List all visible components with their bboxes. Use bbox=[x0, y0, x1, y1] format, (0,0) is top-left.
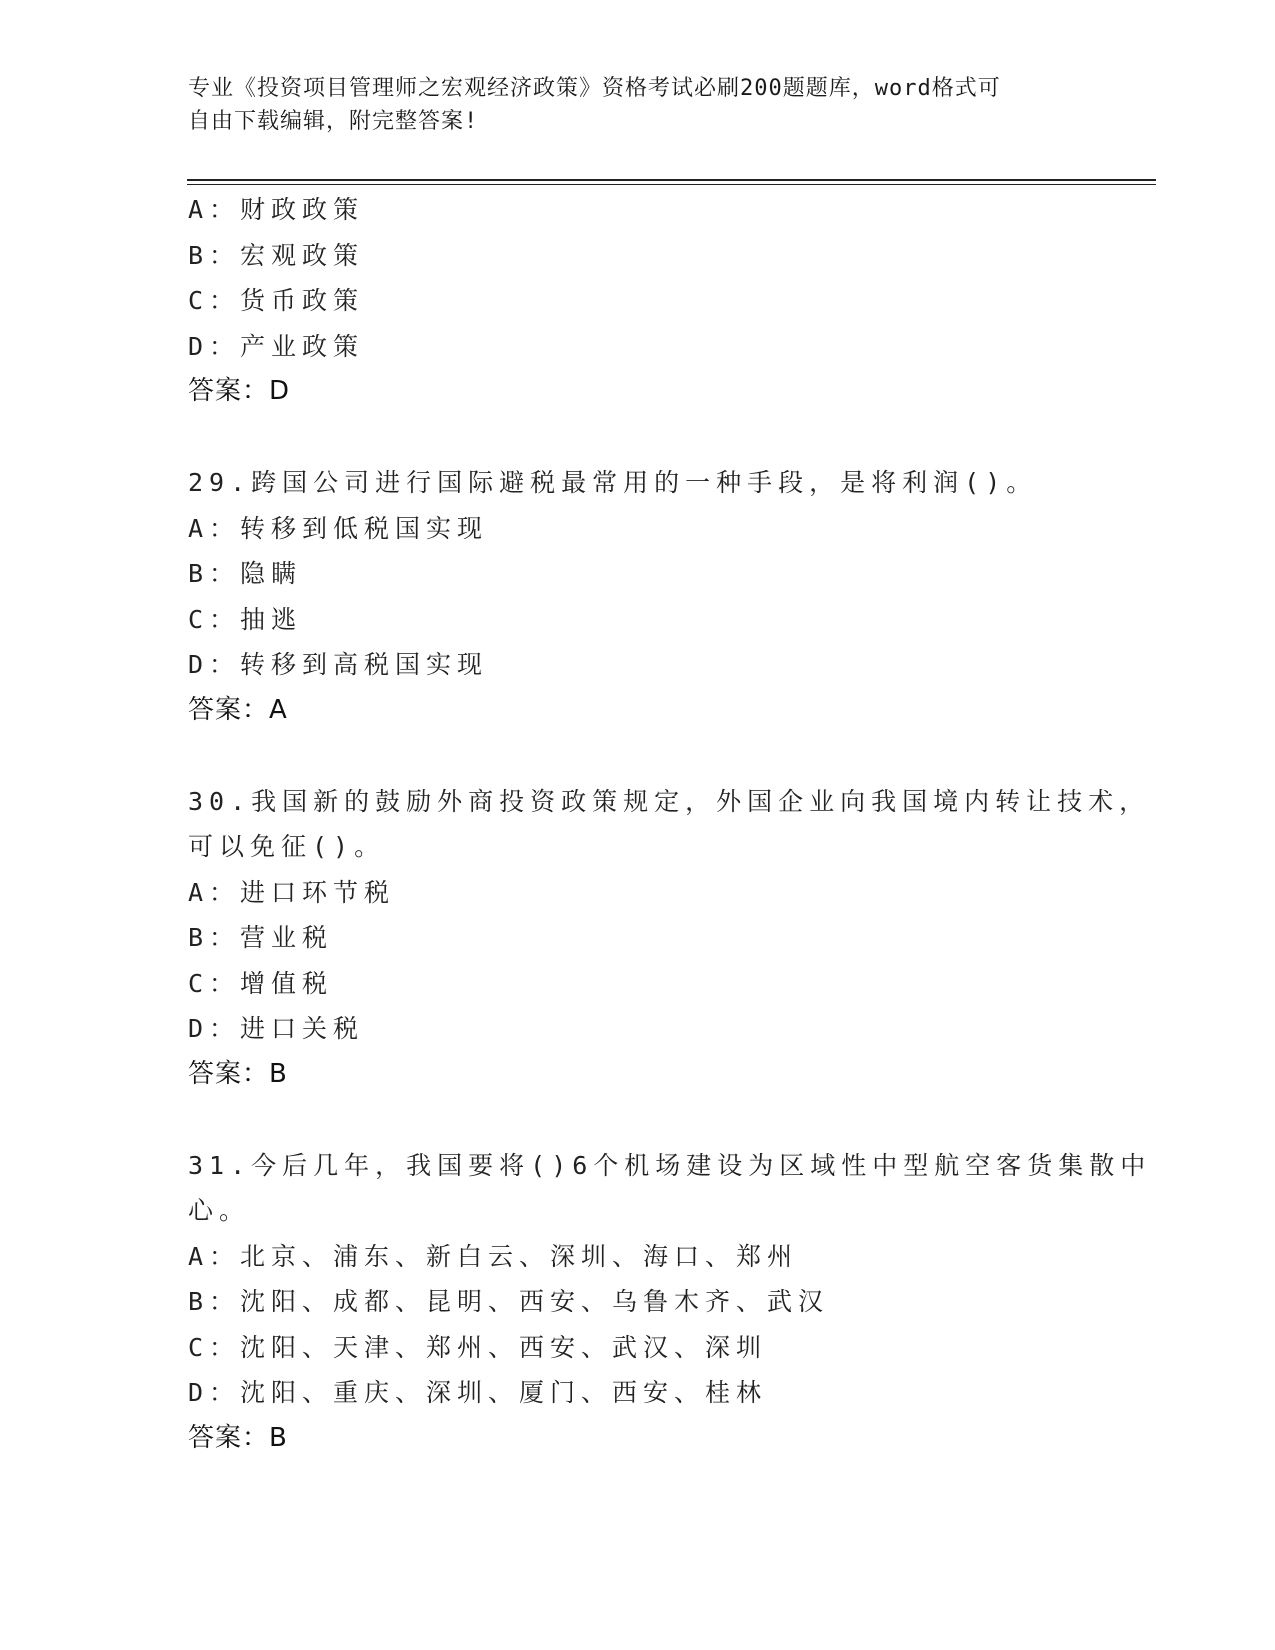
option-b: B：宏观政策 bbox=[188, 240, 365, 270]
question-block-30 bbox=[188, 779, 1151, 1098]
question-list bbox=[188, 187, 1152, 1461]
option-d: D：沈阳、重庆、深圳、厦门、西安、桂林 bbox=[188, 1378, 768, 1407]
option-d: D：产业政策 bbox=[188, 331, 365, 361]
option-b: B：隐瞒 bbox=[188, 559, 303, 588]
question-text-line-1: 31.今后几年，我国要将()6个机场建设为区域性中型航空客货集散中 bbox=[188, 1150, 1152, 1180]
option-a: A：转移到低税国实现 bbox=[188, 513, 489, 543]
option-c: C：抽逃 bbox=[188, 604, 303, 634]
answer-label: 答案：B bbox=[188, 1422, 288, 1453]
option-c: C：增值税 bbox=[188, 968, 334, 998]
answer-label: 答案：B bbox=[188, 1058, 288, 1089]
option-a: A：进口环节税 bbox=[188, 877, 396, 907]
question-block-31 bbox=[188, 1143, 1152, 1462]
option-c: C：货币政策 bbox=[188, 286, 365, 315]
question-block-28 bbox=[188, 187, 1078, 415]
question-text-line-2: 心。 bbox=[188, 1196, 251, 1225]
option-c: C：沈阳、天津、郑州、西安、武汉、深圳 bbox=[188, 1332, 768, 1362]
option-b: B：沈阳、成都、昆明、西安、乌鲁木齐、武汉 bbox=[188, 1287, 830, 1316]
header-line-2: 自由下载编辑，附完整答案! bbox=[188, 109, 479, 134]
answer-label: 答案：D bbox=[188, 376, 291, 406]
option-a: A：财政政策 bbox=[188, 195, 365, 224]
question-text-line-1: 30.我国新的鼓励外商投资政策规定，外国企业向我国境内转让技术， bbox=[188, 786, 1151, 816]
option-a: A：北京、浦东、新白云、深圳、海口、郑州 bbox=[188, 1241, 799, 1271]
block-spacer bbox=[188, 733, 1078, 779]
option-b: B：营业税 bbox=[188, 923, 334, 952]
block-spacer bbox=[188, 415, 1078, 461]
question-text-line-2: 可以免征()。 bbox=[188, 832, 386, 861]
option-d: D：转移到高税国实现 bbox=[188, 650, 489, 679]
header-divider-thick bbox=[187, 179, 1156, 181]
document-header bbox=[188, 72, 1068, 138]
question-block-29 bbox=[188, 460, 1078, 733]
answer-label: 答案：A bbox=[188, 694, 288, 725]
option-d: D：进口关税 bbox=[188, 1014, 365, 1043]
header-divider-thin bbox=[187, 184, 1156, 185]
question-text: 29.跨国公司进行国际避税最常用的一种手段，是将利润()。 bbox=[188, 468, 1038, 497]
block-spacer bbox=[188, 1097, 1078, 1143]
header-line-1: 专业《投资项目管理师之宏观经济政策》资格考试必刷200题题库，word格式可 bbox=[188, 76, 1001, 101]
